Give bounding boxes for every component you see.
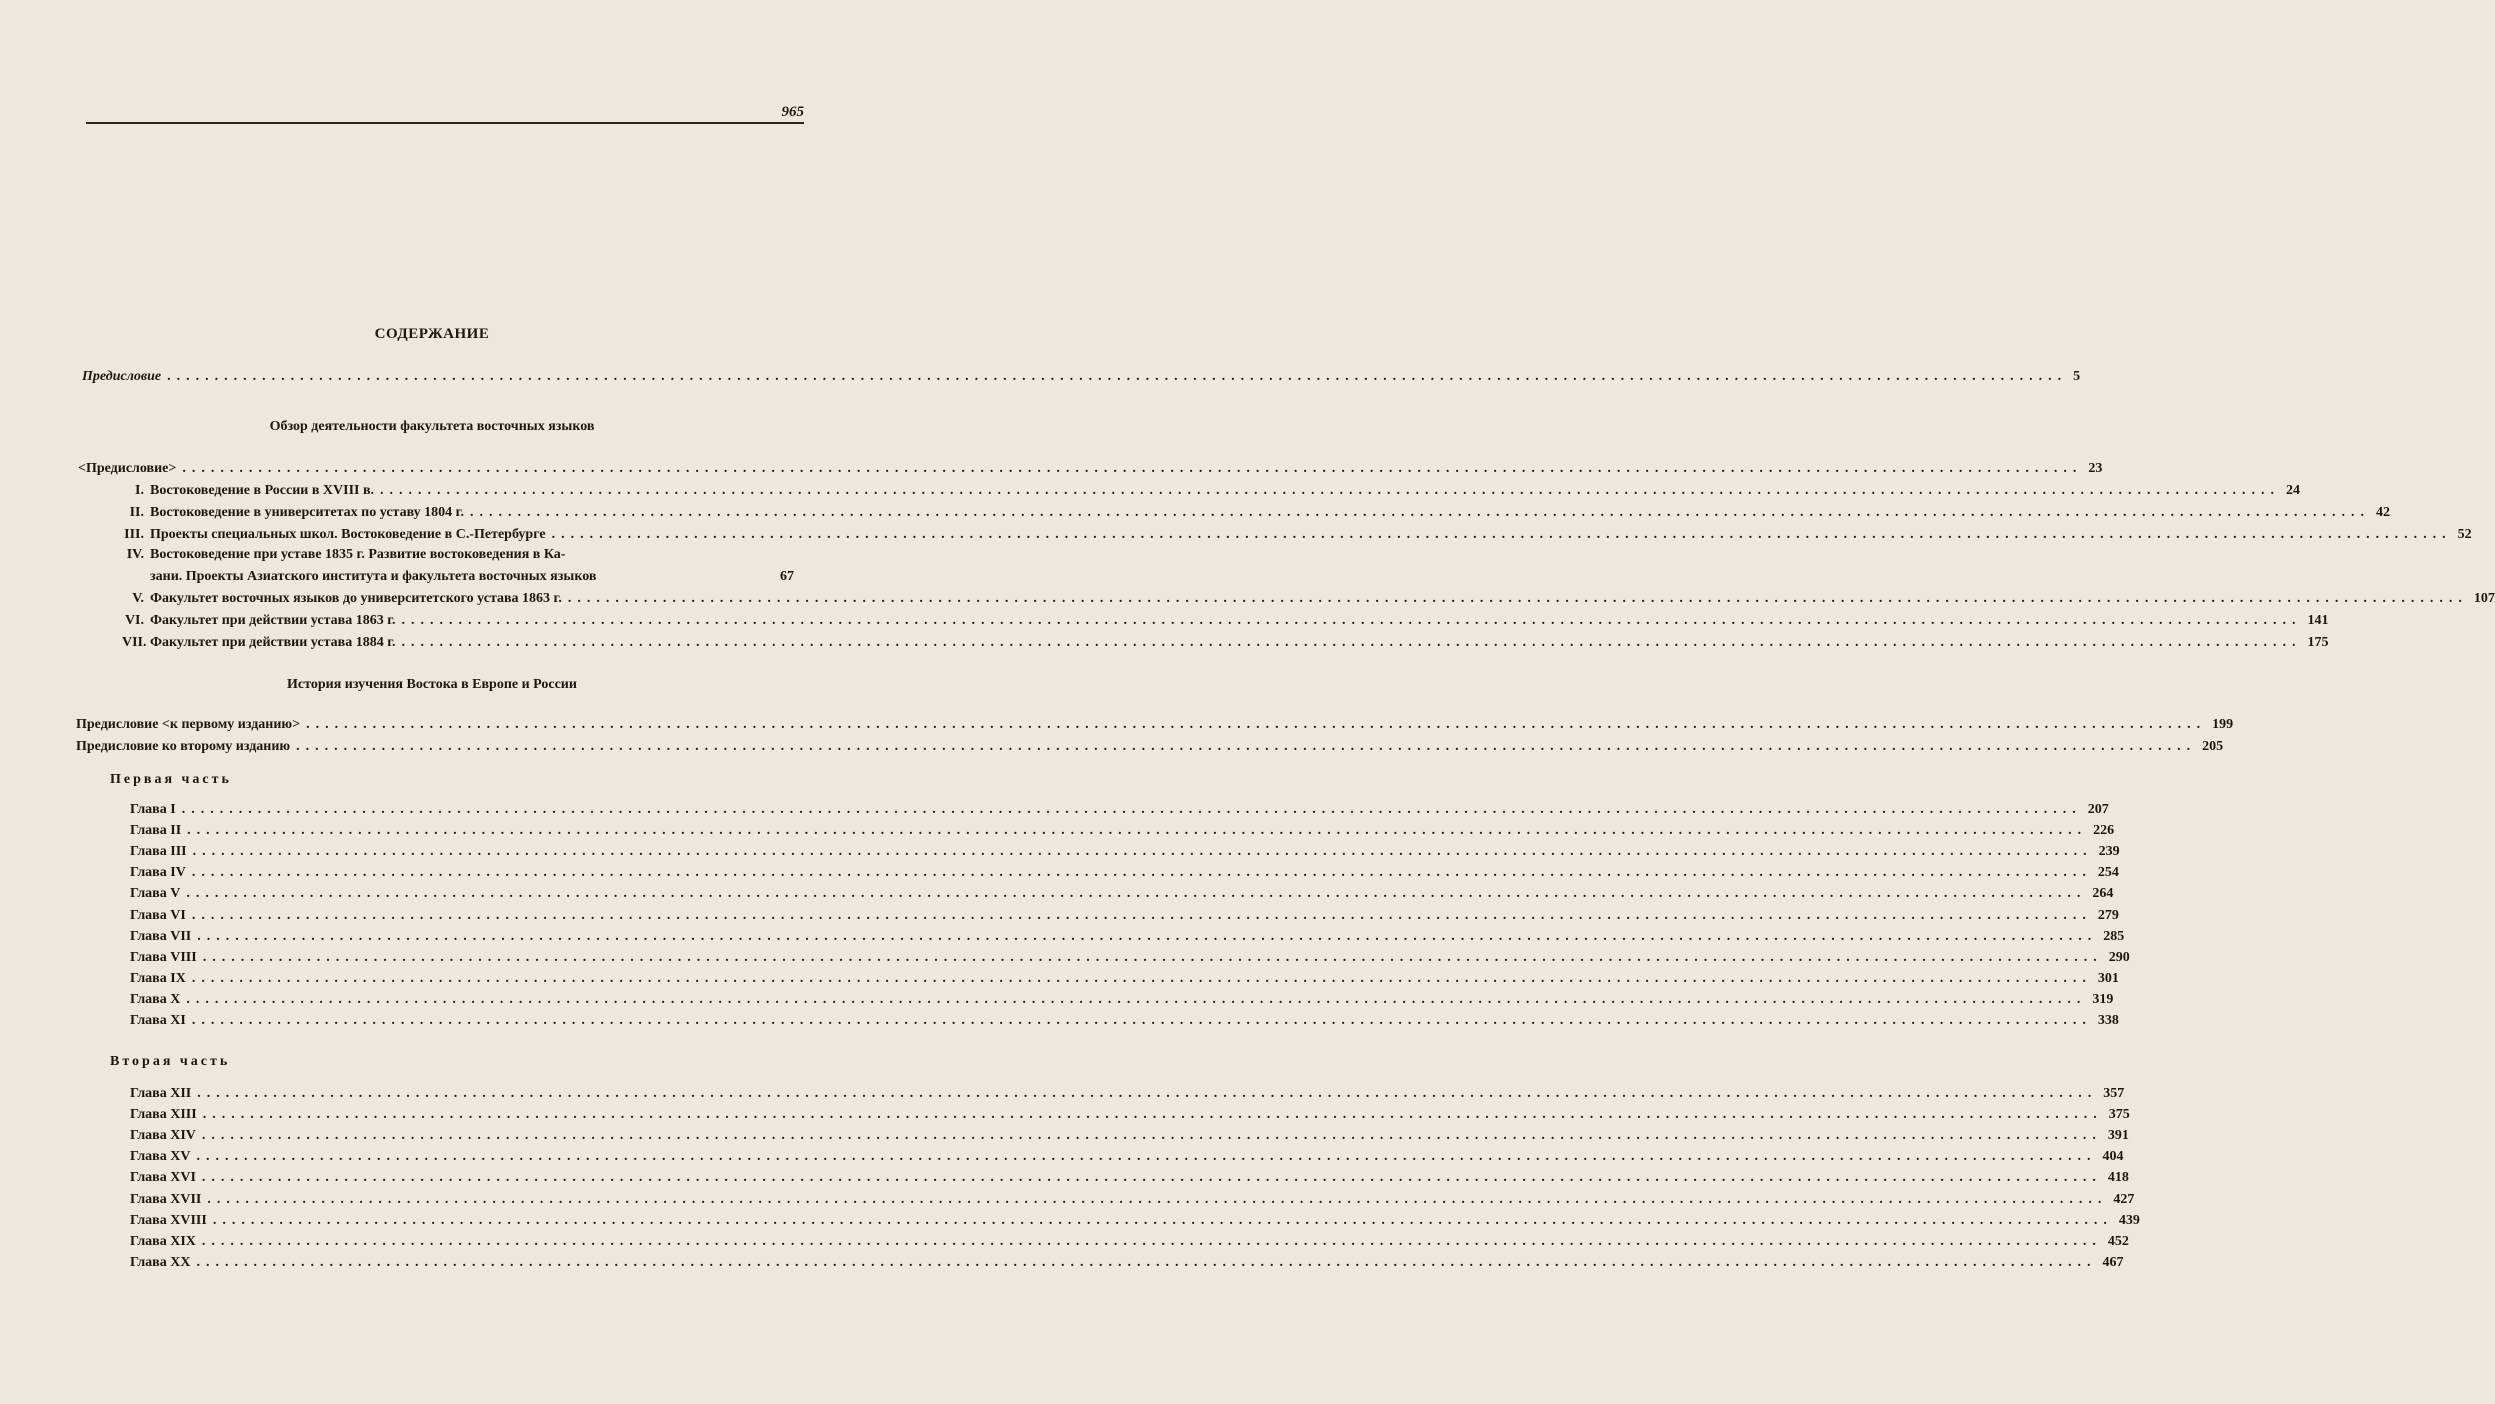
toc-entry-page: 467: [2102, 1254, 2124, 1270]
chapter-number: II.: [129, 505, 144, 520]
leader-dots: ........................................................................................................................................................................................................: [201, 1233, 2102, 1249]
section-heading: Обзор деятельности факультета восточных языков: [269, 419, 595, 434]
leader-dots: ........................................................................................................................................................................................................: [191, 865, 2092, 881]
toc-entry-label: Проекты специальных школ. Востоковедение в С.-Петербурге: [150, 527, 546, 542]
toc-entry[interactable]: [130, 1169, 2129, 1186]
toc-entry-label: Глава II: [130, 823, 182, 839]
chapter-number: III.: [124, 527, 144, 542]
toc-entry-page: 452: [2107, 1233, 2129, 1249]
leader-dots: ........................................................................................................................................................................................................: [186, 991, 2087, 1007]
toc-entry[interactable]: [130, 1085, 2125, 1102]
toc-entry-label: Предисловие <к первому изданию>: [76, 717, 301, 732]
leader-dots: ........................................................................................................................................................................................................: [182, 461, 2083, 476]
toc-entry-page: 357: [2103, 1086, 2125, 1101]
toc-entry-page: 5: [2073, 369, 2081, 384]
toc-entry-label: Глава XIV: [130, 1128, 196, 1144]
toc-entry[interactable]: [130, 843, 2120, 860]
leader-dots: ........................................................................................................................................................................................................: [207, 1191, 2108, 1207]
toc-entry-label: Глава XI: [130, 1013, 186, 1028]
page-number: 965: [781, 104, 804, 120]
toc-entry-label: Глава IX: [130, 970, 186, 986]
chapter-number: I.: [135, 483, 144, 498]
page-title: СОДЕРЖАНИЕ: [374, 326, 490, 342]
toc-entry[interactable]: [130, 907, 2119, 924]
toc-entry[interactable]: [130, 822, 2115, 839]
toc-entry[interactable]: [130, 991, 2114, 1008]
toc-entry-page: 199: [2212, 717, 2234, 732]
leader-dots: ........................................................................................................................................................................................................: [191, 970, 2092, 986]
toc-entry-page: 427: [2113, 1191, 2135, 1207]
part-heading: Первая часть: [110, 772, 232, 787]
leader-dots: ........................................................................................................................................................................................................: [191, 1013, 2092, 1028]
leader-dots: ........................................................................................................................................................................................................: [197, 1086, 2098, 1101]
toc-entry-label: Глава III: [130, 844, 187, 860]
toc-entry-label: Глава XV: [130, 1149, 191, 1165]
leader-dots: ........................................................................................................................................................................................................: [197, 928, 2098, 944]
toc-entry-label: Глава XVIII: [130, 1212, 207, 1228]
leader-dots: ........................................................................................................................................................................................................: [212, 1212, 2113, 1228]
toc-entry[interactable]: [130, 1254, 2124, 1271]
header-rule: [86, 122, 804, 124]
toc-entry-page: 67: [780, 569, 794, 584]
toc-entry[interactable]: [130, 949, 2130, 966]
toc-entry-label: Глава VIII: [130, 949, 197, 965]
toc-entry[interactable]: [130, 1191, 2135, 1208]
toc-entry-preface[interactable]: [82, 368, 2081, 385]
toc-entry[interactable]: [130, 1106, 2130, 1123]
toc-entry[interactable]: [130, 1127, 2129, 1144]
toc-entry[interactable]: [76, 716, 2234, 733]
toc-entry[interactable]: [122, 612, 2329, 629]
toc-entry-page: 42: [2375, 505, 2390, 520]
toc-entry-page: 319: [2092, 991, 2114, 1007]
leader-dots: ........................................................................................................................................................................................................: [167, 369, 2068, 384]
toc-entry-label: Глава VI: [130, 907, 186, 923]
toc-entry-page: 141: [2307, 613, 2329, 628]
toc-entry[interactable]: [78, 460, 2103, 477]
toc-entry-label: Глава XX: [130, 1254, 191, 1270]
toc-entry-page: 239: [2098, 844, 2120, 860]
toc-entry-label: Предисловие: [82, 369, 162, 384]
toc-entry-page: 285: [2103, 928, 2125, 944]
toc-entry-page: 24: [2286, 483, 2301, 498]
toc-entry-label: Глава I: [130, 802, 176, 817]
toc-entry[interactable]: [122, 482, 2301, 499]
toc-entry-page: 52: [2457, 527, 2472, 542]
leader-dots: ........................................................................................................................................................................................................: [469, 505, 2370, 520]
toc-entry-label: Востоковедение в России в XVIII в.: [150, 483, 375, 498]
toc-entry[interactable]: [122, 544, 794, 588]
toc-entry-page: 23: [2088, 461, 2103, 476]
leader-dots: ........................................................................................................................................................................................................: [192, 844, 2093, 860]
toc-entry-label: Глава XII: [130, 1086, 192, 1101]
leader-dots: ........................................................................................................................................................................................................: [191, 907, 2092, 923]
leader-dots: ........................................................................................................................................................................................................: [196, 1149, 2097, 1165]
toc-entry-label: Востоковедение в университетах по уставу 1804 г.: [150, 505, 464, 520]
toc-entry[interactable]: [130, 885, 2114, 902]
leader-dots: ........................................................................................................................................................................................................: [187, 823, 2088, 839]
toc-entry-page: 207: [2087, 802, 2109, 817]
chapter-number: IV.: [126, 547, 144, 562]
toc-entry-page: 301: [2097, 970, 2119, 986]
leader-dots: ........................................................................................................................................................................................................: [551, 527, 2452, 542]
chapter-number: V.: [132, 591, 144, 606]
toc-entry[interactable]: [130, 1148, 2124, 1165]
toc-entry-page: 264: [2092, 886, 2114, 902]
toc-entry-page: 391: [2107, 1128, 2129, 1144]
toc-entry-page: 418: [2107, 1170, 2129, 1186]
toc-entry-page: 279: [2097, 907, 2119, 923]
toc-entry-page: 254: [2097, 865, 2119, 881]
toc-entry-page: 290: [2108, 949, 2130, 965]
toc-entry-label: Глава XIII: [130, 1107, 197, 1123]
leader-dots: ........................................................................................................................................................................................................: [567, 591, 2468, 606]
leader-dots: ........................................................................................................................................................................................................: [201, 1128, 2102, 1144]
toc-entry[interactable]: [130, 1233, 2129, 1250]
toc-entry-page: 375: [2108, 1107, 2130, 1123]
leader-dots: ........................................................................................................................................................................................................: [202, 1107, 2103, 1123]
toc-entry-page: 226: [2093, 823, 2115, 839]
toc-entry-label: Глава VII: [130, 928, 192, 944]
toc-entry-label: Глава V: [130, 886, 181, 902]
toc-entry-label: Глава XVI: [130, 1170, 196, 1186]
toc-entry[interactable]: [122, 504, 2390, 521]
toc-entry-label: Предисловие ко второму изданию: [76, 739, 291, 754]
toc-entry-page: 338: [2097, 1013, 2119, 1028]
leader-dots: ........................................................................................................................................................................................................: [181, 802, 2082, 817]
toc-entry-label: Глава X: [130, 991, 181, 1007]
leader-dots: ........................................................................................................................................................................................................: [401, 635, 2302, 650]
toc-entry[interactable]: [122, 634, 2329, 651]
leader-dots: ........................................................................................................................................................................................................: [201, 1170, 2102, 1186]
toc-entry-label-line2: зани. Проекты Азиатского института и факультета восточных языков: [150, 569, 597, 584]
toc-entry[interactable]: [130, 928, 2125, 945]
toc-entry-label: Факультет восточных языков до университетского устава 1863 г.: [150, 591, 562, 606]
toc-entry[interactable]: [130, 1212, 2140, 1229]
toc-entry-label: <Предисловие>: [78, 461, 177, 476]
leader-dots: ........................................................................................................................................................................................................: [296, 739, 2197, 754]
toc-entry-label-line1: Востоковедение при уставе 1835 г. Развитие востоковедения в Ка-: [150, 547, 566, 562]
toc-entry-label: Глава XVII: [130, 1191, 202, 1207]
section-heading: История изучения Востока в Европе и России: [287, 677, 577, 692]
leader-dots: ........................................................................................................................................................................................................: [401, 613, 2302, 628]
toc-entry-page: 439: [2118, 1212, 2140, 1228]
toc-entry-page: 404: [2102, 1149, 2124, 1165]
toc-entry[interactable]: [122, 590, 2495, 607]
toc-entry-page: 107: [2473, 591, 2495, 606]
chapter-number: VII.: [122, 635, 147, 650]
toc-entry-page: 205: [2202, 739, 2224, 754]
toc-entry-page: 175: [2307, 635, 2329, 650]
toc-entry[interactable]: [130, 801, 2109, 818]
toc-entry-label: Факультет при действии устава 1863 г.: [150, 613, 396, 628]
leader-dots: ........................................................................................................................................................................................................: [196, 1254, 2097, 1270]
toc-entry[interactable]: [130, 864, 2119, 881]
leader-dots: ........................................................................................................................................................................................................: [306, 717, 2207, 732]
toc-entry[interactable]: [122, 526, 2472, 543]
leader-dots: ........................................................................................................................................................................................................: [202, 949, 2103, 965]
part-heading: Вторая часть: [110, 1054, 231, 1069]
toc-entry-label: Глава XIX: [130, 1233, 196, 1249]
toc-entry-label: Факультет при действии устава 1884 г.: [150, 635, 396, 650]
leader-dots: ........................................................................................................................................................................................................: [380, 483, 2281, 498]
chapter-number: VI.: [124, 613, 144, 628]
toc-entry-label: Глава IV: [130, 865, 186, 881]
toc-entry[interactable]: [130, 970, 2119, 987]
leader-dots: ........................................................................................................................................................................................................: [186, 886, 2087, 902]
toc-entry[interactable]: [76, 738, 2224, 755]
toc-entry[interactable]: [130, 1012, 2119, 1029]
